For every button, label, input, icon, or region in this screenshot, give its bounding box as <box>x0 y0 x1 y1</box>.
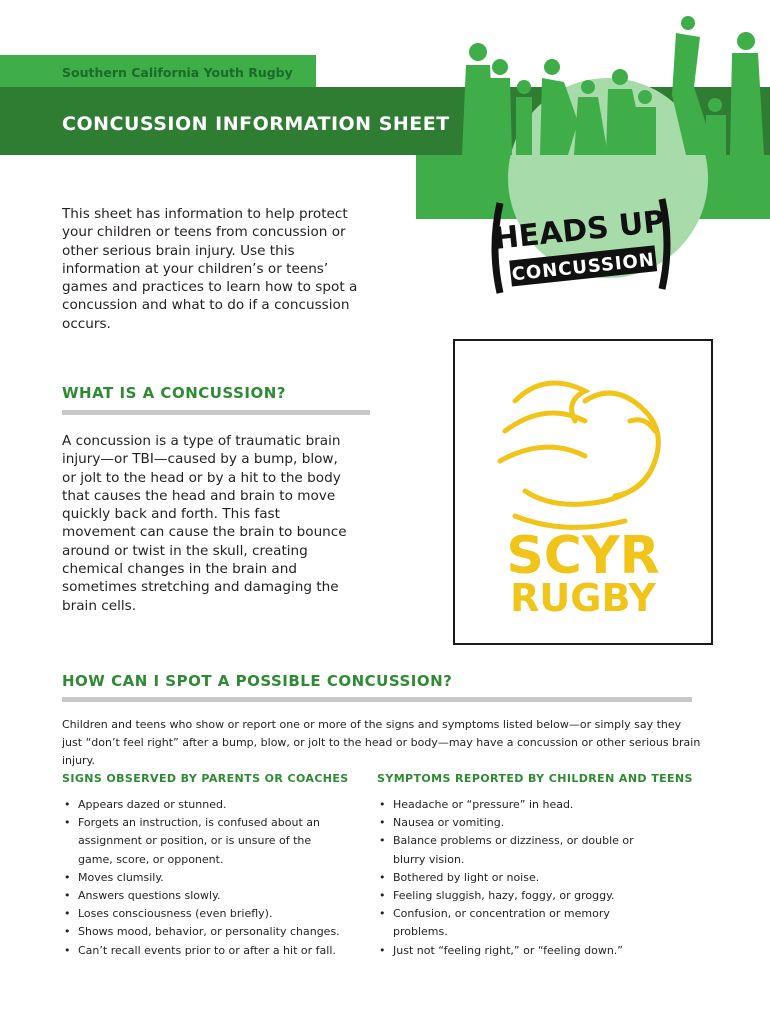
list-item: • Headache or “pressure” in head. <box>377 796 667 814</box>
page-title: CONCUSSION INFORMATION SHEET <box>62 113 450 135</box>
signs-list <box>62 796 340 960</box>
scyr-text: SCYR <box>506 526 660 586</box>
heads-up-text: HEADS UP <box>492 204 667 257</box>
list-item: • Feeling sluggish, hazy, foggy, or groggy. <box>377 887 667 905</box>
section-divider <box>62 697 692 702</box>
list-item: • Just not “feeling right,” or “feeling down.” <box>377 942 667 960</box>
heads-up-concussion-logo <box>486 195 676 300</box>
list-item: • Nausea or vomiting. <box>377 814 667 832</box>
what-is-heading: WHAT IS A CONCUSSION? <box>62 384 286 402</box>
signs-heading: SIGNS OBSERVED BY PARENTS OR COACHES <box>62 772 349 785</box>
list-item: • Bothered by light or noise. <box>377 869 667 887</box>
family-silhouettes-image <box>440 15 770 155</box>
symptoms-heading: SYMPTOMS REPORTED BY CHILDREN AND TEENS <box>377 772 693 785</box>
list-item: • Moves clumsily. <box>62 869 340 887</box>
section-divider <box>62 410 370 415</box>
spot-intro: Children and teens who show or report one or more of the signs and symptoms listed below—or simply say they just “don’t feel right” after a bump, blow, or jolt to the head or body—may have a concussion or other serious brain injury. <box>62 718 701 767</box>
list-item: • Shows mood, behavior, or personality changes. <box>62 923 340 941</box>
scyr-rugby-logo <box>455 341 711 643</box>
list-item: • Balance problems or dizziness, or double or blurry vision. <box>377 832 667 868</box>
list-item: • Loses consciousness (even briefly). <box>62 905 340 923</box>
list-item: • Forgets an instruction, is confused about an assignment or position, or is unsure of the game, score, or opponent. <box>62 814 340 869</box>
list-item: • Confusion, or concentration or memory problems. <box>377 905 667 941</box>
intro-paragraph: This sheet has information to help protect your children or teens from concussion or other serious brain injury. Use this information at your children’s or teens’ games and practices to learn how to spot a concussion and what to do if a concussion occurs. <box>62 206 358 332</box>
symptoms-list <box>377 796 667 960</box>
list-item: • Appears dazed or stunned. <box>62 796 340 814</box>
list-item: • Answers questions slowly. <box>62 887 340 905</box>
concussion-text: CONCUSSION <box>510 249 656 286</box>
what-is-body: A concussion is a type of traumatic brain injury—or TBI—caused by a bump, blow, or jolt to the head or by a hit to the body that causes the head and brain to move quickly back and forth. This fast movement can cause the brain to bounce around or twist in the skull, creating chemical changes in the brain and sometimes stretching and damaging the brain cells. <box>62 433 347 614</box>
list-item: • Can’t recall events prior to or after a hit or fall. <box>62 942 340 960</box>
club-logo-frame <box>453 339 713 645</box>
rugby-text: RUGBY <box>510 576 656 620</box>
spot-heading: HOW CAN I SPOT A POSSIBLE CONCUSSION? <box>62 672 453 690</box>
organization-name: Southern California Youth Rugby <box>62 65 293 80</box>
